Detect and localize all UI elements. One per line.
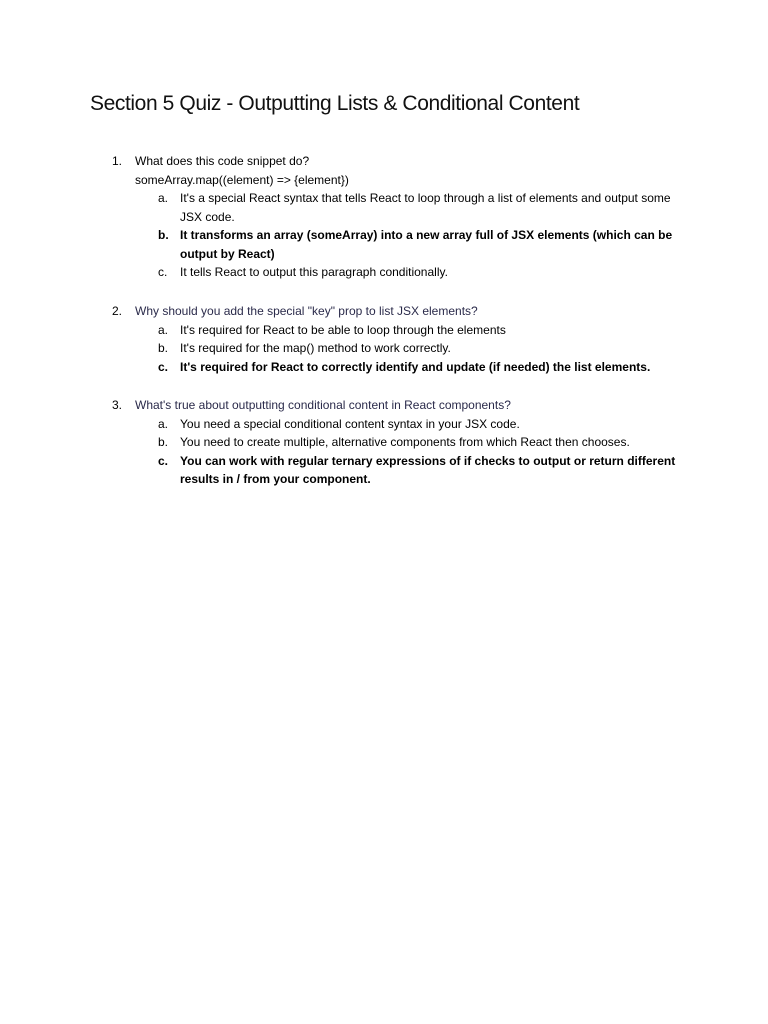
option-letter: c. bbox=[158, 359, 169, 374]
answer-options bbox=[112, 415, 692, 489]
option-text: You need a special conditional content syntax in your JSX code. bbox=[180, 416, 520, 431]
option-text: You can work with regular ternary expressions of if checks to output or return different results in / from your component. bbox=[180, 453, 676, 486]
option-text: You need to create multiple, alternative components from which React then chooses. bbox=[180, 435, 630, 449]
question-3 bbox=[112, 396, 692, 489]
option-b bbox=[158, 339, 692, 358]
question-1 bbox=[112, 152, 692, 282]
option-text: It's required for the map() method to work correctly. bbox=[180, 341, 451, 355]
question-number: 2. bbox=[112, 304, 123, 318]
question-2 bbox=[112, 302, 692, 376]
option-text: It's required for React to be able to loop through the elements bbox=[180, 322, 506, 337]
option-letter: b. bbox=[158, 435, 169, 449]
question-text: What's true about outputting conditional content in React components? bbox=[135, 398, 511, 412]
option-letter: a. bbox=[158, 416, 169, 431]
option-text: It's a special React syntax that tells React to loop through a list of elements and output some JSX code. bbox=[180, 191, 671, 224]
option-text: It tells React to output this paragraph conditionally. bbox=[180, 265, 448, 279]
option-text: It transforms an array (someArray) into a new array full of JSX elements (which can be output by React) bbox=[180, 228, 673, 261]
option-c-correct bbox=[158, 358, 692, 377]
option-b-correct bbox=[158, 226, 692, 263]
option-b bbox=[158, 433, 692, 452]
option-a bbox=[158, 415, 692, 434]
option-letter: c. bbox=[158, 453, 169, 468]
page-title: Section 5 Quiz - Outputting Lists & Conditional Content bbox=[90, 92, 580, 115]
option-c bbox=[158, 263, 692, 282]
question-number: 3. bbox=[112, 398, 123, 412]
question-number: 1. bbox=[112, 154, 123, 168]
option-c-correct bbox=[158, 452, 692, 489]
option-letter: b. bbox=[158, 228, 169, 242]
option-letter: a. bbox=[158, 191, 169, 205]
option-text: It's required for React to correctly identify and update (if needed) the list elements. bbox=[180, 359, 651, 374]
question-text: Why should you add the special "key" prop to list JSX elements? bbox=[135, 304, 478, 318]
option-a bbox=[158, 189, 692, 226]
question-text: What does this code snippet do? bbox=[135, 154, 310, 168]
option-a bbox=[158, 321, 692, 340]
option-letter: a. bbox=[158, 322, 169, 337]
answer-options bbox=[112, 321, 692, 377]
option-letter: b. bbox=[158, 341, 169, 355]
code-snippet: someArray.map((element) => {element}) bbox=[135, 172, 349, 187]
answer-options bbox=[112, 189, 692, 282]
option-letter: c. bbox=[158, 265, 168, 279]
